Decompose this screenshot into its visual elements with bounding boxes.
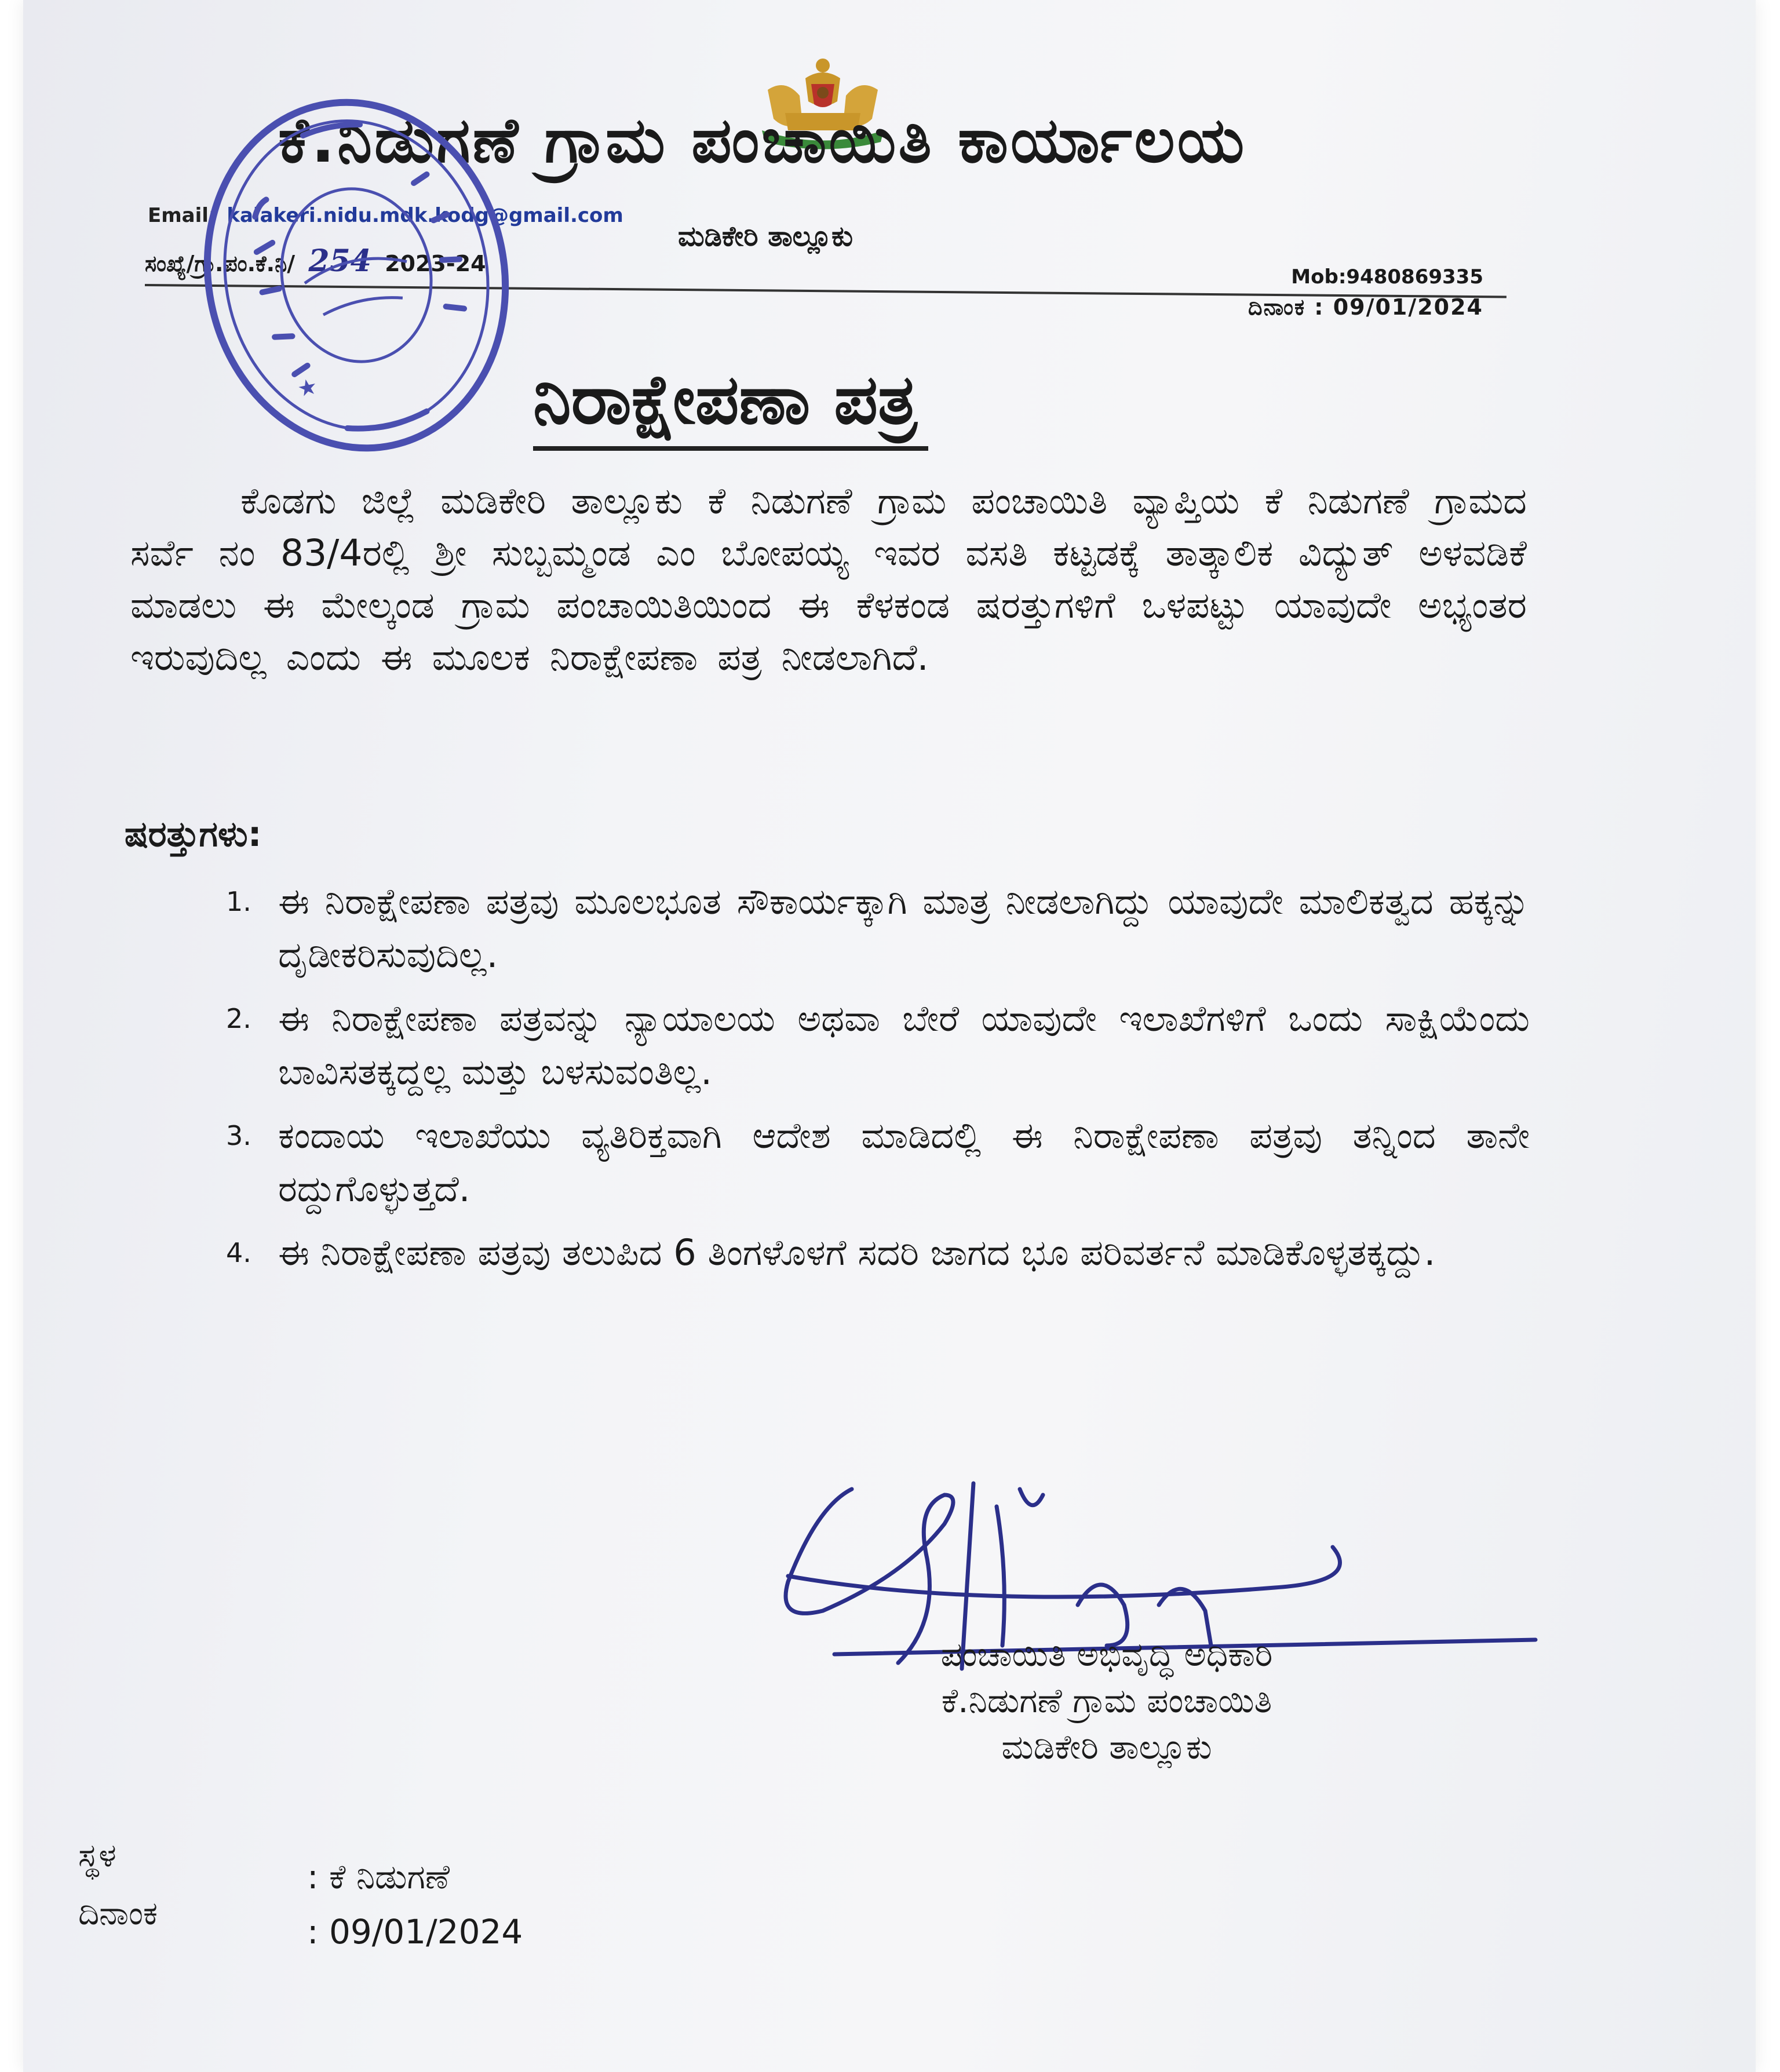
reference-number-handwritten: 254 <box>308 243 371 279</box>
condition-item <box>226 992 1530 1099</box>
designation-line-2: ಕೆ.ನಿಡುಗಣೆ ಗ್ರಾಮ ಪಂಚಾಯಿತಿ <box>941 1681 1272 1720</box>
mobile-number: Mob:9480869335 <box>1291 265 1483 289</box>
condition-text: ಈ ನಿರಾಕ್ಷೇಪಣಾ ಪತ್ರವನ್ನು ನ್ಯಾಯಾಲಯ ಅಥವಾ ಬೇರೆ ಯಾವುದೇ ಇಲಾಖೆಗಳಿಗೆ ಒಂದು ಸಾಕ್ಷಿಯೆಂದು ಬಾವಿಸತಕ್ಕದ್ದಲ್ಲ ಮತ್ತು ಬಳಸುವಂತಿಲ್ಲ. <box>278 997 1530 1093</box>
condition-text: ಈ ನಿರಾಕ್ಷೇಪಣಾ ಪತ್ರವು ಮೂಲಭೂತ ಸೌಕಾರ್ಯಕ್ಕಾಗಿ ಮಾತ್ರ ನೀಡಲಾಗಿದ್ದು ಯಾವುದೇ ಮಾಲಿಕತ್ವದ ಹಕ್ಕನ್ನು ದೃಡೀಕರಿಸುವುದಿಲ್ಲ. <box>278 880 1530 976</box>
taluk-heading: ಮಡಿಕೇರಿ ತಾಲ್ಲೂಕು <box>678 220 853 253</box>
body-paragraph <box>130 475 1527 684</box>
condition-number: 3. <box>226 1120 251 1151</box>
condition-item <box>226 1109 1530 1216</box>
condition-item <box>226 1226 1530 1279</box>
condition-number: 1. <box>226 886 251 917</box>
body-text: ಕೊಡಗು ಜಿಲ್ಲೆ ಮಡಿಕೇರಿ ತಾಲ್ಲೂಕು ಕೆ ನಿಡುಗಣೆ ಗ್ರಾಮ ಪಂಚಾಯಿತಿ ವ್ಯಾಪ್ತಿಯ ಕೆ ನಿಡುಗಣೆ ಗ್ರಾಮದ ಸರ್ವೆ ನಂ 83/4ರಲ್ಲಿ ಶ್ರೀ ಸುಬ್ಬಮ್ಮಂಡ ಎಂ ಬೋಪಯ್ಯ ಇವರ ವಸತಿ ಕಟ್ಟಡಕ್ಕೆ ತಾತ್ಕಾಲಿಕ ವಿದ್ಯುತ್ ಅಳವಡಿಕೆ ಮಾಡಲು ಈ ಮೇಲ್ಕಂಡ ಗ್ರಾಮ ಪಂಚಾಯಿತಿಯಿಂದ ಈ ಕೆಳಕಂಡ ಷರತ್ತುಗಳಿಗೆ ಒಳಪಟ್ಟು ಯಾವುದೇ ಅಭ್ಯಂತರ ಇರುವುದಿಲ್ಲ ಎಂದು ಈ ಮೂಲಕ ನಿರಾಕ್ಷೇಪಣಾ ಪತ್ರ ನೀಡಲಾಗಿದೆ. <box>130 480 1527 678</box>
office-title: ಕೆ.ನಿಡುಗಣೆ ಗ್ರಾಮ ಪಂಚಾಯಿತಿ ಕಾರ್ಯಾಲಯ <box>278 104 1247 177</box>
condition-text: ಈ ನಿರಾಕ್ಷೇಪಣಾ ಪತ್ರವು ತಲುಪಿದ 6 ತಿಂಗಳೊಳಗೆ ಸದರಿ ಜಾಗದ ಭೂ ಪರಿವರ್ತನೆ ಮಾಡಿಕೊಳ್ಳತಕ್ಕದ್ದು. <box>278 1231 1436 1274</box>
conditions-list <box>226 875 1530 1290</box>
reference-year: 2023-24 <box>385 251 486 276</box>
designation-line-1: ಪಂಚಾಯಿತಿ ಅಭಿವೃದ್ಧಿ ಅಧಿಕಾರಿ <box>940 1635 1273 1674</box>
signatory-designation <box>817 1631 1396 1770</box>
letter-paper <box>23 0 1756 2072</box>
document-title: ನಿರಾಕ್ಷೇಪಣಾ ಪತ್ರ <box>533 359 928 451</box>
office-seal-icon <box>188 81 524 469</box>
condition-number: 4. <box>226 1237 251 1268</box>
condition-item <box>226 875 1530 982</box>
date-value: : 09/01/2024 <box>307 1912 523 1951</box>
place-label: ಸ್ಥಳ <box>78 1837 116 1874</box>
date-label: ದಿನಾಂಕ <box>78 1895 158 1932</box>
condition-text: ಕಂದಾಯ ಇಲಾಖೆಯು ವ್ಯತಿರಿಕ್ತವಾಗಿ ಆದೇಶ ಮಾಡಿದಲ್ಲಿ ಈ ನಿರಾಕ್ಷೇಪಣಾ ಪತ್ರವು ತನ್ನಿಂದ ತಾನೇ ರದ್ದುಗೊಳ್ಳುತ್ತದೆ. <box>278 1114 1530 1210</box>
letter-date: ದಿನಾಂಕ : 09/01/2024 <box>1248 294 1483 320</box>
designation-line-3: ಮಡಿಕೇರಿ ತಾಲ್ಲೂಕು <box>1001 1727 1212 1767</box>
reference-prefix: ಸಂಖ್ಯೆ/ಗ್ರಾ.ಪಂ.ಕೆ.ನಿ/ <box>145 251 296 276</box>
email-address: kalakeri.nidu.mdk.kodg@gmail.com <box>227 204 623 227</box>
condition-number: 2. <box>226 1003 251 1034</box>
email-label: Email: <box>148 204 217 227</box>
place-value: : ಕೆ ನಿಡುಗಣೆ <box>307 1857 450 1896</box>
svg-text:★: ★ <box>295 373 320 402</box>
conditions-heading: ಷರತ್ತುಗಳು: <box>125 814 262 855</box>
